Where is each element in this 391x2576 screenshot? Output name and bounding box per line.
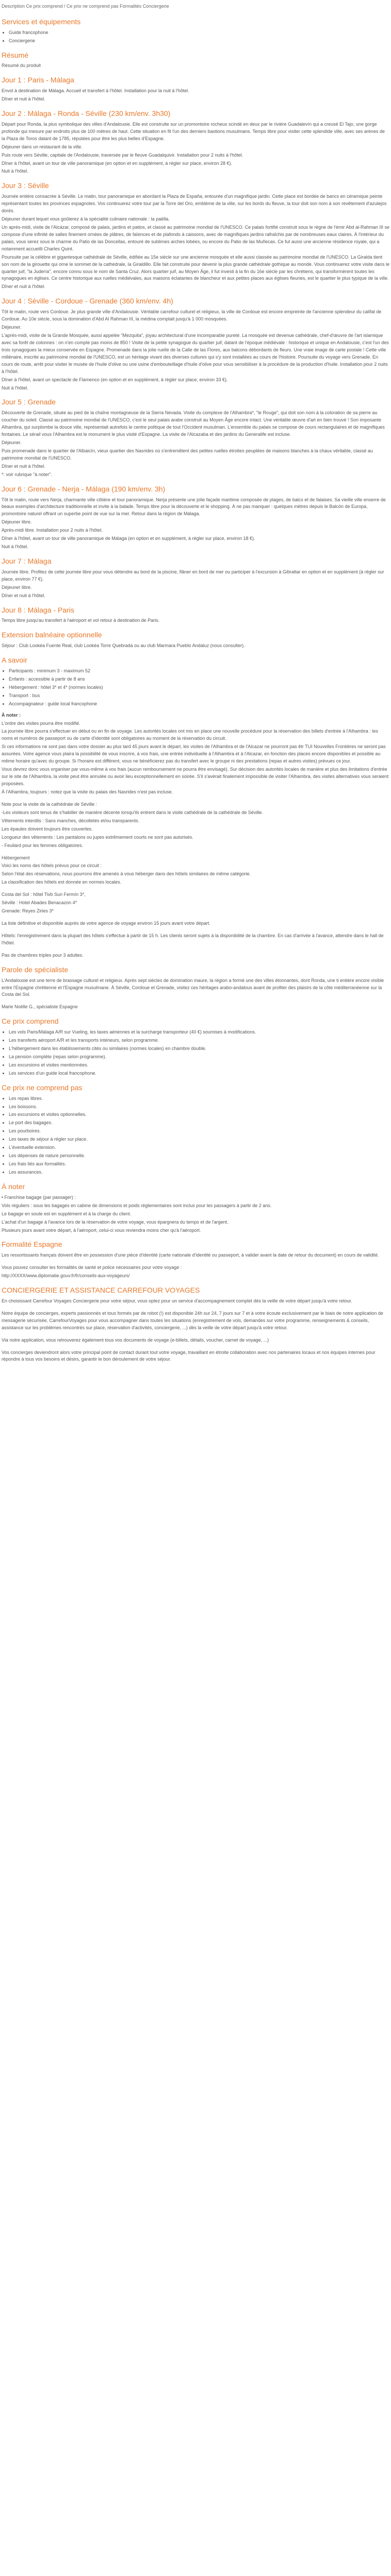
- a-noter-2-line: Vols réguliers : sous les bagages en cabine de dimensions et poids réglementaires sont inclus pour les passagers à partir de 2 ans.: [2, 1202, 272, 1208]
- day-line: Après-midi libre. Installation pour 2 nuits à l'hôtel.: [2, 528, 103, 533]
- conciergerie-line: Notre équipe de concierges, experts passionnés et tous formés par de robot (!) est disponible 24h sur 24, 7 jours sur 7 et à votre écoute exclusivement par le biais de notre application de messagerie sécurisée, CarrefourVoyages pour vous accompagner dans toutes les situations (enregistrement de vols, demandes sur votre programme, renseignements & conseils, assistance sur les problèmes rencontrés sur place, réservation d'activités, conciergerie, ...) dès la veille de votre départ jusqu'à votre retour.: [2, 1310, 383, 1330]
- day-title: Jour 8 : Málaga - Paris: [2, 605, 74, 614]
- services-list: [2, 29, 389, 45]
- day-line: Départ pour Ronda, la plus symbolique des villes d'Andalousie. Elle est construite sur un promontoire rocheux scindé en deux par le rivière Guadalevín qui a creusé El Tajo, une gorge profonde qui mesure par endroits plus de 100 mètres de haut. Cette situation en fit l'un des derniers bastions musulmans. Temps libre pour visiter cette splendide ville, avec ses arènes de la Plaza de Toros datant de 1785, réputées pour être les plus belles d'Espagne.: [2, 121, 385, 141]
- a-noter-line: Longueur des vêtements : Les pantalons ou jupes extrêmement courts ne sont pas autorisés.: [2, 834, 193, 840]
- a-noter-line: [2, 916, 389, 919]
- a-noter-line: Costa del Sol : hôtel Tivb Sun Fermín 3*,: [2, 892, 86, 897]
- day-body: [2, 121, 389, 176]
- day-line: L'après-midi, visite de la Grande Mosquée, aussi appelée "Mezquita", joyau architectural d'une incomparable pureté. La mosquée est devenue cathédrale, chef-d'œuvre de l'art islamique avec sa forêt de colonnes : on n'en compte pas moins de 850 ! Visite de la petite synagogue du quartier juif, datant de l'époque médiévale : historique et unique en Andalousie, c'est l'un des trois synagogues la mieux conservée en Espagne. Promenade dans la jolie ruelle de la Calle de las Flores, aux balcons débordants de fleurs. Une vraie image de carte postale ! Cette ville millénaire, inscrite au patrimoine mondial de l'UNESCO, est un héritage vivant des diverses cultures qui s'y sont installées au cours de l'histoire. Poursuite du voyage vers Grenade. En cours de route, arrêt pour visiter le musée de l'huile d'olive ou une usine d'embouteillage d'huile d'olive pour vous sensibiliser à la procédure de la production d'huile. Installation pour 2 nuits à l'hôtel.: [2, 332, 389, 374]
- day-line: Dîner à l'hôtel, avant un tour de ville panoramique (en option et en supplément, à régler sur place, environ 28 €).: [2, 160, 232, 166]
- formalite-title: Formalité Espagne: [2, 1240, 62, 1249]
- prix-ne-comprend-list: [2, 1095, 389, 1176]
- day-body: [2, 410, 389, 478]
- a-savoir-item: • Enfants : accessible à partir de 8 ans: [9, 676, 389, 683]
- a-savoir-item: • Accompagnateur : guide local francophone: [9, 701, 389, 708]
- a-noter-section: [2, 712, 389, 959]
- a-savoir-item: • Participants : minimum 3 - maximum 52: [9, 668, 389, 675]
- formalite-line: [2, 1260, 389, 1263]
- day-line: Un après-midi, visite de l'Alcázar, composé de palais, jardins et patios, et classé au patrimoine mondial de l'UNESCO. Ce palais fortifié construit sous le règne de l'émir Abd al-Rahman III se compose d'une infinité de salles finement ornées de plâtres, de faïences et de plafonds à caissons, avec de magnifiques jardins rafraîchis par de nombreuses eaux claires. À l'intérieur du palais, vous serez sous le charme du Patio de las Doncellas, entouré de sublimes arches lobées, ou encore du Patio de las Muñecas. Ce fut aussi une ancienne résidence royale, qui a notamment accueilli Charles Quint.: [2, 224, 390, 251]
- day-body: [2, 193, 389, 291]
- a-noter-line: À l'Alhambra, toujours : notez que la visite du palais des Nasrides n'est pas incluse.: [2, 789, 173, 794]
- a-noter-line: Voici les noms des hôtels prévus pour ce circuit :: [2, 863, 102, 869]
- a-noter-line: Selon l'état des réservations, nous pourrons être amenés à vous héberger dans des hôtels similaires de même catégorie.: [2, 871, 251, 877]
- day-title: Jour 7 : Málaga: [2, 557, 52, 566]
- conciergerie-line: [2, 1306, 389, 1309]
- a-noter-line: Vêtements interdits : Sans manches, décolletés et/ou transparents.: [2, 818, 140, 823]
- a-savoir-item: • Hébergement : hôtel 3* et 4* (normes locales): [9, 684, 389, 691]
- prix-comprend-list: [2, 1029, 389, 1077]
- a-noter-line: Vous devrez donc vous organiser par vous-même à vos frais (aucun remboursement ne pourra être envisagé). Sur décision des autorités locales de manière et plus des limitations d'entrée sur le site de l'Alhambra, la visite peut être annulée ou avoir lieu exceptionnellement en soirée. S'il s'avérait finalement impossible de visiter l'Alhambra, des visites alternatives vous seraient proposées.: [2, 767, 389, 786]
- a-noter-2-line: L'achat d'un bagage à l'avance lors de la réservation de votre voyage, vous épargnera du temps et de l'argent.: [2, 1219, 229, 1225]
- prix-comprend-item: • Les excursions et visites mentionnées.: [9, 1062, 389, 1069]
- conciergerie-line: Vos concierges deviendront alors votre principal point de contact durant tout votre voyage, travaillant en étroite collaboration avec nos partenaires locaux et nos équipes internes pour répondre à tous vos besoins et désirs, garantir le bon déroulement de votre séjour.: [2, 1349, 376, 1362]
- day-line: Déjeuner durant lequel vous goûterez à la spécialité culinaire nationale : la paëlla.: [2, 216, 170, 222]
- a-noter-line: Les épaules doivent toujours être couvertes.: [2, 826, 93, 832]
- conciergerie-section: [2, 1298, 389, 1364]
- a-noter-line: [2, 928, 389, 931]
- day-line: Poursuite par la célèbre et gigantesque cathédrale de Séville, édifiée au 15e siècle sur une ancienne mosquée et elle aussi classée au patrimoine mondial de l'UNESCO. La Giralda tient son nom de la girouette qui orne le sommet de la cathédrale, la Giraldillo. Elle fait construite pour devenir la plus grande cathédrale gothique au monde. Vous continuerez votre visite dans le quartier juif, "la Judería", encore connu sous le nom de Santa Cruz. Alors quartier juif, au Moyen Âge, il fut investi à la fin du 16e siècle par les chrétiens, qui transformèrent toutes les synagogues en églises. Ce centre historique aux ruelles médiévales, aux maisons éclatantes de blancheur et aux petites places aux églises fleuries, est le quartier le plus typique de la ville.: [2, 254, 389, 281]
- day-body: [2, 88, 389, 103]
- day-line: Nuit à l'hôtel.: [2, 168, 28, 174]
- a-noter-line: -Les visiteurs sont tenus de s'habiller de manière décente lorsqu'ils entrent dans le visite cathédrale de la cathédrale de Séville.: [2, 809, 263, 815]
- prix-ne-comprend-item: • L'éventuelle extension.: [9, 1144, 389, 1151]
- prix-ne-comprend-item: • Les excursions et visites optionnelles.: [9, 1111, 389, 1118]
- extension-title: Extension balnéaire optionnelle: [2, 631, 102, 639]
- prix-ne-comprend-item: • Les taxes de séjour à régler sur place.: [9, 1136, 389, 1143]
- day-title: Jour 2 : Málaga - Ronda - Séville (230 km/env. 3h30): [2, 109, 171, 118]
- day-title: Jour 5 : Grenade: [2, 398, 56, 406]
- a-noter-2-title: À noter: [2, 1182, 25, 1191]
- a-noter-line: Grenade: Reyes Ziries 3*: [2, 908, 54, 914]
- conciergerie-line: [2, 1345, 389, 1348]
- day-line: Dîner à l'hôtel, avant un spectacle de Flamenco (en option et en supplément, à régler sur place, environ 33 €).: [2, 377, 228, 382]
- prix-ne-comprend-item: • Les boissons.: [9, 1104, 389, 1111]
- day-line: Déjeuner dans un restaurant de la ville.: [2, 144, 83, 149]
- prix-comprend-item: • Les transferts aéroport A/R et les transports intérieurs, selon programme.: [9, 1037, 389, 1044]
- conciergerie-line: En choisissant Carrefour Voyages Conciergerie pour votre séjour, vous optez pour un service d'accompagnement complet dès la veille de votre départ jusqu'à votre retour.: [2, 1298, 352, 1303]
- a-noter-line: Séville : Hotel Abades Benacazon 4*: [2, 900, 77, 906]
- day-body: [2, 617, 389, 624]
- day-line: Nuit à l'hôtel.: [2, 385, 28, 391]
- prix-ne-comprend-item: • Les repas libres.: [9, 1095, 389, 1103]
- day-title: Jour 4 : Séville - Cordoue - Grenade (360 km/env. 4h): [2, 297, 173, 306]
- a-noter-line: [2, 887, 389, 890]
- day-line: Journée libre. Profitez de cette journée libre pour vous détendre au bord de la piscine, flâner en bord de mer ou participer à l'excursion à Gibraltar en option et en supplément (à régler sur place, environ 77 €).: [2, 569, 384, 582]
- day-line: Temps libre jusqu'au transfert à l'aéroport et vol retour à destination de Paris.: [2, 618, 160, 623]
- specialite-title: Parole de spécialiste: [2, 965, 69, 974]
- services-item: • Guide francophone: [9, 29, 389, 37]
- a-noter-2-line: Plusieurs jours avant votre départ, à l'aéroport, celui-ci vous reviendra moins cher qu'à l'aéroport.: [2, 1227, 201, 1233]
- a-noter-2-section: [2, 1194, 389, 1234]
- prix-ne-comprend-item: • Les frais liés aux formalités.: [9, 1161, 389, 1168]
- formalite-line: Les ressortissants français doivent être en possession d'une pièce d'identité (carte nationale d'identité ou passeport, à valider avant la date de retour du document) en cours de validité.: [2, 1252, 379, 1258]
- a-noter-line: Hôtels: l'enregistrement dans la plupart des hôtels s'effectue à partir de 15 h. Les clients seront sujets à la disponibilité de la chambre. En cas d'arrivée à l'avance, attendre dans le hall de l'hôtel.: [2, 933, 384, 945]
- day-line: Dîner et nuit à l'hôtel.: [2, 284, 45, 290]
- prix-ne-comprend-item: • Les dépenses de nature personnelle.: [9, 1153, 389, 1160]
- day-body: [2, 309, 389, 392]
- formalite-line: Vous pouvez consulter les formalités de santé et police nécessaires pour votre voyage :: [2, 1265, 182, 1270]
- breadcrumb: Description Ce prix comprend / Ce prix ne comprend pas Formalités Conciergerie: [2, 4, 169, 9]
- a-noter-line: Hébergement: [2, 855, 30, 860]
- specialite-section: [2, 977, 389, 1011]
- specialite-line: Marie Noëlle G., spécialiste Espagne: [2, 1004, 78, 1010]
- prix-comprend-item: • Les vols Paris/Málaga A/R sur Vueling, les taxes aériennes et la surcharge transporteur (40 €) soumises à modifications.: [9, 1029, 389, 1036]
- a-savoir-title: A savoir: [2, 656, 27, 665]
- day-body: [2, 569, 389, 600]
- prix-comprend-item: • La pension complète (repas selon programme).: [9, 1054, 389, 1061]
- day-line: Tôt le matin, route vers Nerja, charmante ville côtière et tour panoramique. Nerja présente une jolie façade maritime composée de plages, de balcs et de falaises. Sa vieille ville enserre de beaux exemples d'architecture traditionnelle et invite à la balade. Temps libre pour la découverte et le shopping. À ne pas manquer : quelques mètres depuis le Balcón de Europa, promontoire naturel offrant un superbe point de vue sur la mer. Retour dans la région de Málaga.: [2, 497, 386, 517]
- conciergerie-line: Via notre application, vous retrouverez également tous vos documents de voyage (e-billets, détails, voucher, carnet de voyage, ...): [2, 1337, 269, 1343]
- day-line: *: voir rubrique "à noter".: [2, 471, 52, 477]
- itinerary: [2, 76, 389, 624]
- a-noter-line: La journée libre pourra s'effectuer en début ou en fin de voyage. Les autorités locales ont mis en place une nouvelle procédure pour la réservation des billets d'entrée à l'Alhambra : les noms et numéros de passeport ou de carte d'identité sont obligatoires au moment de la réservation du circuit.: [2, 728, 378, 741]
- day-line: Déjeuner.: [2, 440, 22, 446]
- day-line: Puis promenade dans le quartier de l'Albaicín, vieux quartier des Nasrides où s'entremêlent des petites ruelles étroites peuplées de maisons blanches à la chaux véritable, classé au patrimoine mondial de l'UNESCO.: [2, 448, 373, 461]
- a-noter-2-line: • Franchise bagage (par passager) :: [2, 1194, 76, 1200]
- day-line: Tôt le matin, route vers Cordoue. Je plus grande ville d'Andalousie. Véritable carrefour culturel et religieux, la ville de Cordoue est encore empreinte de l'ancienne splendeur du califat de Cordoue. Au 10e siècle, sous la domination d'Abd Al Rahman III, la médina comptait jusqu'à 1 000 mosquées.: [2, 309, 382, 322]
- a-noter-line: Si ces informations ne sont pas dans votre dossier au plus tard 45 jours avant le départ, les visites de l'Alhambra et de l'Alcazar ne pourront pas êtr TUI Nouvelles Frontières ne seront pas assurées. Votre agence vous plaira la possibilité de vous inscrire, à vos frais, une entrée individuelle à l'Alhambra et à l'Alcazar, en fonction des places encore disponibles et possible au même horaire qu'avec du groupe. Si l'horaire est différent, vous ne bénéficierez pas du transfert avec le groupe ni des prestations (repas et autres visites) prévues ce jour.: [2, 744, 386, 764]
- day-line: Déjeuner.: [2, 325, 22, 330]
- services-item: • Conciergerie: [9, 38, 389, 45]
- prix-ne-comprend-item: • Les assurances.: [9, 1169, 389, 1176]
- day-line: Dîner et nuit à l'hôtel.: [2, 592, 45, 598]
- prix-comprend-item: • Les services d'un guide local francophone.: [9, 1070, 389, 1077]
- day-line: Journée entière consacrée à Séville. Le matin, tour panoramique en abordant la Plaza de España, entourée d'un magnifique jardin. Cette place est bordée de bancs en céramique peinte représentant toutes les provinces espagnoles. Vos continuerez votre tour par la Torre del Oro, emblème de la ville, sur les bords du fleuve, la tour doit son nom à son revêtement d'azulejos dorés.: [2, 194, 387, 214]
- day-line: Dîner et nuit à l'hôtel.: [2, 96, 45, 102]
- resume-title: Résumé: [2, 50, 29, 59]
- a-savoir-list: [2, 668, 389, 708]
- a-noter-line: Pas de chambres triples pour 3 adultes.: [2, 952, 84, 958]
- a-noter-line: [2, 851, 389, 854]
- day-line: Déjeuner libre.: [2, 584, 32, 590]
- day-line: Puis route vers Séville, capitale de l'Andalousie, traversée par le fleuve Guadalquivir. Installation pour 2 nuits à l'hôtel.: [2, 152, 243, 158]
- prix-ne-comprend-item: • Les pourboires.: [9, 1128, 389, 1135]
- prix-comprend-title: Ce prix comprend: [2, 1017, 59, 1026]
- prix-comprend-item: • L'hébergement dans les établissements cités ou similaires (normes locales) en chambre double.: [9, 1045, 389, 1053]
- a-noter-title: À noter :: [2, 712, 21, 718]
- a-noter-line: La classification des hôtels est donnée en normes locales.: [2, 879, 122, 885]
- a-noter-line: [2, 797, 389, 800]
- formalite-section: [2, 1252, 389, 1280]
- a-savoir-item: • Transport : bus: [9, 692, 389, 700]
- day-title: Jour 1 : Paris - Málaga: [2, 76, 74, 84]
- day-line: Déjeuner libre.: [2, 519, 32, 525]
- formalite-line: http://XXXX/www.diplomatie.gouv.fr/fr/conseils-aux-voyageurs/: [2, 1273, 130, 1279]
- conciergerie-line: [2, 1333, 389, 1336]
- conciergerie-title: CONCIERGERIE ET ASSISTANCE CARREFOUR VOYAGES: [2, 1286, 200, 1295]
- specialite-line: L'Andalousie est une terre de brassage culturel et religieux. Après sept siècles de domination maure, la région a formé une des villes étonnantes, dont Ronda, une ti entière encore visible entre l'Espagne chrétienne et l'Espagne musulmane. À Séville, Cordoue et Grenade, visitez ces héritages arabo-andalous avant de profiter des plaisirs de la côte méditerranéenne sur la Costa del Sol.: [2, 977, 384, 997]
- a-noter-line: L'ordre des visites pourra être modifié.: [2, 720, 80, 726]
- a-noter-line: Note pour la visite de la cathédrale de Séville :: [2, 801, 97, 807]
- day-line: Nuit à l'hôtel.: [2, 544, 28, 550]
- prix-ne-comprend-item: • Le port des bagages.: [9, 1120, 389, 1127]
- a-noter-line: - Feuilard pour les femmes obligatoires.: [2, 842, 84, 848]
- extension-text: Séjour : Club Lookéa Fuente Real, club Lookéa Torre Quebrada ou au club Marmara Pueblo Andaluz (nous consulter).: [2, 643, 245, 649]
- resume-text: Résumé du produit: [2, 63, 41, 69]
- day-line: Envol à destination de Málaga. Accueil et transfert à l'hôtel. Installation pour la nuit à l'hôtel.: [2, 88, 189, 94]
- day-title: Jour 3 : Séville: [2, 181, 49, 190]
- day-title: Jour 6 : Grenade - Nerja - Málaga (190 km/env. 3h): [2, 484, 166, 493]
- a-noter-line: La liste définitive et disponible auprès de votre agence de voyage environ 15 jours avant votre départ.: [2, 921, 210, 926]
- services-title: Services et équipements: [2, 17, 81, 26]
- day-line: Dîner à l'hôtel, avant un tour de ville panoramique de Málaga (en option et en supplément, à régler sur place, environ 18 €).: [2, 536, 255, 541]
- a-noter-2-line: Le bagage en soute est en supplément et à la charge du client.: [2, 1211, 132, 1216]
- day-body: [2, 497, 389, 551]
- day-line: Découverte de Grenade, située au pied de la chaîne montagneuse de la Sierra Nevada. Visite du complexe de l'Alhambra*, "le Rouge", qui doit son nom à la coloration de sa pierre au coucher du soleil. Classé au patrimoine mondial de l'UNESCO, c'est le seul palais arabe construit au Moyen Âge encore intact. Une véritable œuvre d'art en bien trouvé ! Son imposante Alhambra, qui surplombe la douce ville, représentait autrefois le centre politique de tout l'Occident musulman. L'ensemble du palais se compose de cours rectangulaires et de magnifiques fontaines. Le sérail vous l'Alhambra est le monument le plus visité d'Espagne. La visite de l'Alcazaba et des jardins du Generalife est incluse.: [2, 410, 385, 437]
- prix-ne-comprend-title: Ce prix ne comprend pas: [2, 1083, 83, 1092]
- specialite-line: [2, 999, 389, 1003]
- a-noter-line: [2, 948, 389, 951]
- day-line: Dîner et nuit à l'hôtel.: [2, 463, 45, 469]
